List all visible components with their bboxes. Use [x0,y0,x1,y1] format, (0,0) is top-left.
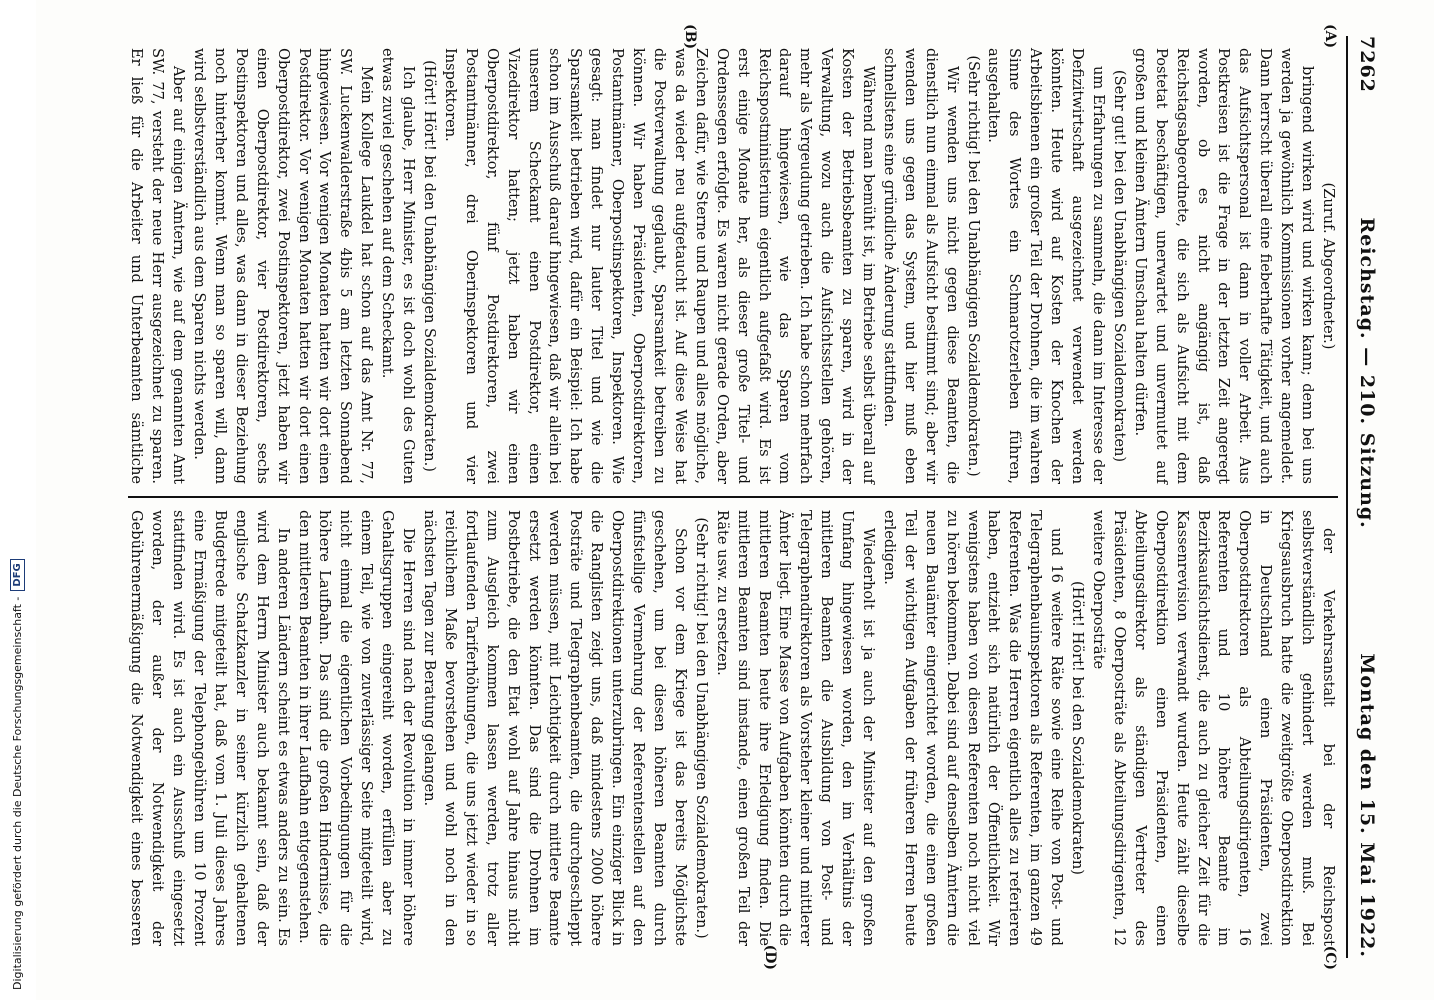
column-paragraph: (Sehr richtig! bei den Unabhängigen Sozialdemokraten.) [692,517,710,939]
column-paragraph: und 16 weitere Räte sowie eine Reihe von Post- und Telegraphenbauinspektoren als Referenten, im ganzen 49 Referenten. Was die Herren eigentlich alles zu referieren haben, entzieht sich natürlich der Öffentlichkeit. Wir wenigstens haben von diesen Referenten noch nicht viel zu hören bekommen. Dabei sind auf denselben Ämtern die neuen Bauämter eingerichtet worden, die einen großen Teil der wichtigen Aufgaben der früheren Herren heute erledigen. [880,510,1066,946]
left-column [128,36,1338,496]
column-paragraph: Aber auf einigen Ämtern, wie auf dem genannten Amt SW. 77, versteht der neue Herr ausgezeichnet zu sparen. Er ließ für die Arbeiter und Unterbeamten sämtliche [128,48,188,484]
margin-marker-b: (B) [682,24,698,50]
column-paragraph: (Hört! Hört! bei den Sozialdemokraten) [1069,581,1087,875]
column-paragraph: Wiederholt ist ja auch der Minister auf den großen Umfang hingewiesen worden, den im Verhältnis der mittleren Beamten die Ausbildung von Post- und Telegraphendirektoren als Vorsteher kleiner und mittlerer Ämter liegt. Eine Masse von Aufgaben könnten durch die mittleren Beamten heute ihre Erledigung finden. Die mittleren Beamten sind imstande, einen großen Teil der Räte usw. zu ersetzen. [713,510,878,946]
column-paragraph: Schon vor dem Kriege ist das bereits Möglichste geschehen, um bei diesen höheren Beamten durch fünfstellige Vermehrung der Referentenstellen auf den Oberpostdirektionen unterzubringen. Ein einziger Blick in die Ranglisten zeigt uns, daß mindestens 2000 höhere Posträte und Telegraphenbeamten, die durchgeschleppt werden müssen, mit Leichtigkeit durch mittlere Beamte ersetzt werden könnten. Das sind die Drohnen im Postbetriebe, die den Etat wohl auf Jahre hinaus nicht zum Ausgleich kommen lassen werden, trotz aller fortlaufenden Tariferhöhungen, die uns jetzt wieder in so reichlichem Maße bevorstehen und wohl noch in den nächsten Tagen zur Beratung gelangen. [421,510,689,946]
column-paragraph: (Zuruf. Abgeordneter.) [1320,182,1337,350]
page-number: 7262 [1356,36,1378,93]
column-paragraph: Während man bemüht ist, im Betriebe selbst überall auf Kosten der Betriebsbeamten zu sparen, wird in der Verwaltung, wozu auch die Aufsichtsstellen gehören, mehr als Vergeudung getrieben. Ich habe schon mehrfach darauf hingewiesen, wie das Sparen vom Reichspostministerium eigentlich aufgefaßt wird. Es ist erst einige Monate her, als dieser große Titel- und Ordenssegen erfolgte. Es waren nicht gerade Orden, aber Zeichen dafür, wie Sterne und Raupen und alles mögliche, was da wieder neu aufgetaucht ist. Auf diese Weise hat die Postverwaltung geglaubt, Sparsamkeit betreiben zu können. Wir haben Präsidenten, Oberpostdirektoren, Postamtmänner, Oberpostinspektoren, Inspektoren. Wie gesagt: man findet nur lauter Titel und wie die Sparsamkeit betrieben wird, dafür ein Beispiel: Ich habe schon im Ausschuß darauf hingewiesen, daß wir allein bei unserem Scheckamt einen Postdirektor, einen Vizedirektor hatten; jetzt haben wir einen Oberpostdirektor, fünf Postdirektoren, zwei Postamtmänner, drei Oberinspektoren und vier Inspektoren. [441,48,878,484]
column-paragraph: der Verkehrsanstalt bei der Reichspost selbstverständlich gehindert werden muß. Bei Kriegsausbruch hatte die zweitgrößte Oberpostdirektion in Deutschland einen Präsidenten, zwei Oberpostdirektoren als Abteilungsdirigenten, 16 Referenten und 10 höhere Beamte im Bezirksaufsichtsdienst, die auch zu gleicher Zeit für die Kassenrevision verwandt wurden. Heute zählt dieselbe Oberpostdirektion einen Präsidenten, einen Abteilungsdirektor als ständigen Vertreter des Präsidenten, 8 Oberposträte als Abteilungsdirigenten, 12 weitere Oberposträte [1090,510,1337,946]
session-title: Reichstag. — 210. Sitzung. [1356,217,1378,529]
page-header [1346,36,1378,958]
column-paragraph: Die Herren sind nach der Revolution in immer höhere Gehaltsgruppen eingereiht worden, erfüllen aber zu einem Teil, wie von zuverlässiger Seite mitgeteilt wird, nicht einmal die eigentlichen Vorbedingungen für die höhere Laufbahn. Das sind die großen Hindernisse, die den mittleren Beamten in ihrer Laufbahn entgegenstehen. [295,510,418,946]
digitization-note [0,0,36,1000]
rotated-newspaper-page [114,22,1384,972]
digitization-note-text [10,10,25,990]
funding-credit-text: Digitalisierung gefördert durch die Deutsche Forschungsgemeinschaft - [11,596,24,990]
margin-marker-a: (A) [1322,24,1338,49]
column-paragraph: (Sehr gut! bei den Unabhängigen Sozialdemokraten) [1110,69,1128,463]
column-paragraph: In anderen Ländern scheint es etwas anders zu sein. Es wird dem Herrn Minister auch bekannt sein, daß der englische Schatzkanzler in seiner kürzlich gehaltenen Budgetrede mitgeteilt hat, daß vom 1. Juli dieses Jahres eine Ermäßigung der Telephongebühren um 10 Prozent stattfinden wird. Es ist auch ein Ausschuß eingesetzt worden, der außer der Notwendigkeit der Gebührenermäßigung die Notwendigkeit eines besseren [128,510,292,946]
column-paragraph: Mein Kollege Laukdel hat schon auf das Amt Nr. 77, SW. Luckenwalderstraße 4bis 5 am letzten Sonnabend hingewiesen. Vor wenigen Monaten hatten wir dort einen Postdirektor. Vor wenigen Monaten hatten wir dort einen Oberpostdirektor, zwei Postinspektoren, jetzt haben wir einen Oberpostdirektor, vier Postdirektoren, sechs Postinspektoren und alles, was dann in dieser Beziehung noch hinterher kommt. Wenn man so sparen will, dann wird selbstverständlich aus dem Sparen nichts werden. [191,48,376,484]
column-paragraph: (Hört! Hört! bei den Unabhängigen Sozialdemokraten.) [421,60,439,472]
session-date: Montag den 15. Mai 1922. [1356,653,1378,958]
column-paragraph: um Erfahrungen zu sammeln, die dann im Interesse der Defizitwirtschaft ausgezeichnet verwendet werden könnten. Heute wird auf Kosten der Knochen der Arbeitsbienen ein großer Teil der Drohnen, die im wahren Sinne des Wortes ein Schmarotzerleben führen, ausgehalten. [985,48,1108,484]
right-column [128,498,1338,958]
column-paragraph: Wir wenden uns nicht gegen diese Beamten, die dienstlich nun einmal als Aufsicht bestimmt sind; aber wir wenden uns gegen das System, und hier muß eben schnellstens eine gründliche Änderung stattfinden. [880,48,961,484]
column-paragraph: (Sehr richtig! bei den Unabhängigen Sozialdemokraten.) [964,55,982,477]
column-paragraph: Ich glaube, Herr Minister, es ist doch wohl des Guten etwas zuviel geschehen auf dem Scheckamt. [379,48,418,484]
text-columns [128,24,1338,970]
margin-marker-c: (C) [1322,945,1338,970]
dfg-logo: DFG [10,559,25,590]
margin-marker-d: (D) [762,944,778,970]
column-paragraph: bringend wirken wird und wirken kann; denn bei uns werden ja gewöhnlich Kommissionen vorher angemeldet. Dann herrscht überall eine fieberhafte Tätigkeit, und auch das Aufsichtspersonal ist dann in voller Arbeit. Aus Postkreisen ist die Frage in der letzten Zeit angeregt worden, ob es nicht angängig ist, daß Reichstagsabgeordnete, die sich als Aufsicht mit dem Postetat beschäftigen, unerwartet und unvermutet auf großen und kleinen Ämtern Umschau halten dürfen. [1131,48,1317,484]
